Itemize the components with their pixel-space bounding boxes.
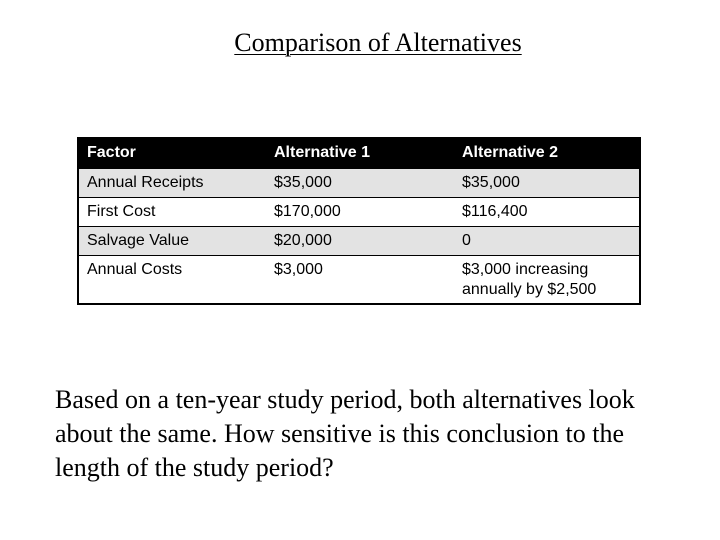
table-row bbox=[79, 226, 639, 255]
alternative-1-cell: $35,000 bbox=[266, 168, 454, 197]
question-text: Based on a ten-year study period, both alternatives look about the same. How sensitive is this conclusion to the length of the study period? bbox=[55, 385, 635, 482]
table-row bbox=[79, 168, 639, 197]
alternative-2-cell: $116,400 bbox=[454, 197, 639, 226]
factor-cell: Annual Receipts bbox=[79, 168, 266, 197]
alternative-1-cell: $170,000 bbox=[266, 197, 454, 226]
alternative-1-cell: $3,000 bbox=[266, 255, 454, 303]
page-title: Comparison of Alternatives bbox=[234, 28, 522, 57]
factor-cell: Annual Costs bbox=[79, 255, 266, 303]
header-factor: Factor bbox=[87, 144, 136, 162]
header-alternative-1: Alternative 1 bbox=[274, 144, 371, 162]
comparison-table bbox=[77, 137, 641, 305]
alternative-2-cell: 0 bbox=[454, 226, 639, 255]
alternative-1-cell: $20,000 bbox=[266, 226, 454, 255]
header-alternative-2: Alternative 2 bbox=[462, 144, 559, 162]
alternative-2-cell: $3,000 increasing annually by $2,500 bbox=[454, 255, 639, 303]
factor-cell: First Cost bbox=[79, 197, 266, 226]
table-row bbox=[79, 255, 639, 303]
table-header-row bbox=[79, 139, 639, 168]
factor-cell: Salvage Value bbox=[79, 226, 266, 255]
table-row bbox=[79, 197, 639, 226]
alternative-2-cell: $35,000 bbox=[454, 168, 639, 197]
